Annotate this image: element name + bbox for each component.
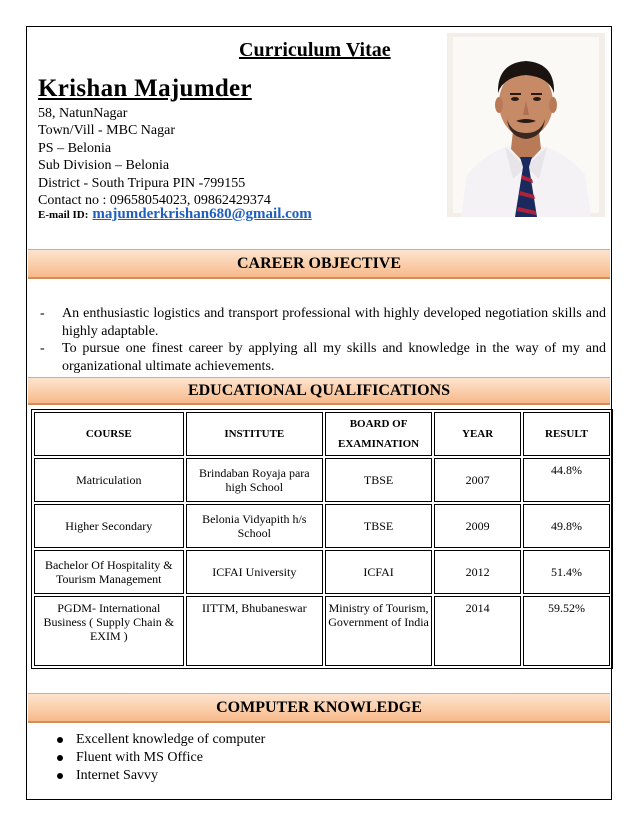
address-line: Sub Division – Belonia bbox=[38, 158, 170, 174]
email-row bbox=[38, 205, 312, 223]
cell-year: 2014 bbox=[434, 596, 521, 666]
list-item bbox=[57, 767, 265, 785]
cell-result: 44.8% bbox=[523, 458, 610, 502]
list-dash: - bbox=[40, 306, 45, 321]
document-title: Curriculum Vitae bbox=[239, 39, 391, 61]
computer-knowledge-heading: COMPUTER KNOWLEDGE bbox=[28, 693, 610, 723]
computer-skills-list bbox=[57, 731, 265, 785]
cell-board: ICFAI bbox=[325, 550, 432, 594]
column-header-board: BOARD OF EXAMINATION bbox=[325, 412, 432, 456]
column-header-course: COURSE bbox=[34, 412, 184, 456]
cell-institute: Brindaban Royaja para high School bbox=[186, 458, 323, 502]
contact-number: Contact no : 09658054023, 09862429374 bbox=[38, 193, 271, 209]
cell-result: 51.4% bbox=[523, 550, 610, 594]
bullet-icon bbox=[57, 773, 63, 779]
cell-institute: IITTM, Bhubaneswar bbox=[186, 596, 323, 666]
objective-text: An enthusiastic logistics and transport professional with highly developed negotiation skills and highly adaptable. bbox=[62, 306, 606, 339]
list-item bbox=[57, 749, 265, 767]
career-objective-list bbox=[40, 305, 606, 375]
cell-institute: Belonia Vidyapith h/s School bbox=[186, 504, 323, 548]
cell-board: Ministry of Tourism, Government of India bbox=[325, 596, 432, 666]
career-objective-heading: CAREER OBJECTIVE bbox=[28, 249, 610, 279]
cell-board: TBSE bbox=[325, 504, 432, 548]
bullet-icon bbox=[57, 737, 63, 743]
email-label: E-mail ID: bbox=[38, 209, 89, 221]
cv-page bbox=[26, 26, 612, 800]
education-heading: EDUCATIONAL QUALIFICATIONS bbox=[28, 377, 610, 405]
email-link[interactable]: majumderkrishan680@gmail.com bbox=[92, 206, 312, 222]
skill-text: Internet Savvy bbox=[76, 768, 159, 783]
cell-year: 2007 bbox=[434, 458, 521, 502]
column-header-result: RESULT bbox=[523, 412, 610, 456]
profile-photo-illustration bbox=[447, 33, 605, 217]
cell-course: Higher Secondary bbox=[34, 504, 184, 548]
table-row bbox=[34, 596, 610, 666]
objective-item bbox=[40, 340, 606, 375]
cell-course: Bachelor Of Hospitality & Tourism Management bbox=[34, 550, 184, 594]
table-header-row bbox=[34, 412, 610, 456]
cell-course: Matriculation bbox=[34, 458, 184, 502]
table-row bbox=[34, 458, 610, 502]
candidate-name: Krishan Majumder bbox=[38, 75, 252, 102]
cell-course: PGDM- International Business ( Supply Chain & EXIM ) bbox=[34, 596, 184, 666]
list-item bbox=[57, 731, 265, 749]
cell-institute: ICFAI University bbox=[186, 550, 323, 594]
table-row bbox=[34, 550, 610, 594]
cell-year: 2012 bbox=[434, 550, 521, 594]
address-line: Town/Vill - MBC Nagar bbox=[38, 123, 175, 139]
objective-item bbox=[40, 305, 606, 340]
cell-result: 49.8% bbox=[523, 504, 610, 548]
cell-result: 59.52% bbox=[523, 596, 610, 666]
column-header-institute: INSTITUTE bbox=[186, 412, 323, 456]
education-table bbox=[31, 409, 613, 669]
skill-text: Excellent knowledge of computer bbox=[76, 732, 266, 747]
cell-year: 2009 bbox=[434, 504, 521, 548]
profile-photo bbox=[447, 33, 605, 217]
address-line: PS – Belonia bbox=[38, 140, 112, 156]
cell-board: TBSE bbox=[325, 458, 432, 502]
address-line: District - South Tripura PIN -799155 bbox=[38, 175, 246, 191]
table-row bbox=[34, 504, 610, 548]
contact-address bbox=[38, 105, 271, 209]
bullet-icon bbox=[57, 755, 63, 761]
skill-text: Fluent with MS Office bbox=[76, 750, 203, 765]
objective-text: To pursue one finest career by applying all my skills and knowledge in the way of my and organizational ultimate achievements. bbox=[62, 341, 606, 374]
address-line: 58, NatunNagar bbox=[38, 106, 128, 121]
list-dash: - bbox=[40, 341, 45, 357]
column-header-year: YEAR bbox=[434, 412, 521, 456]
